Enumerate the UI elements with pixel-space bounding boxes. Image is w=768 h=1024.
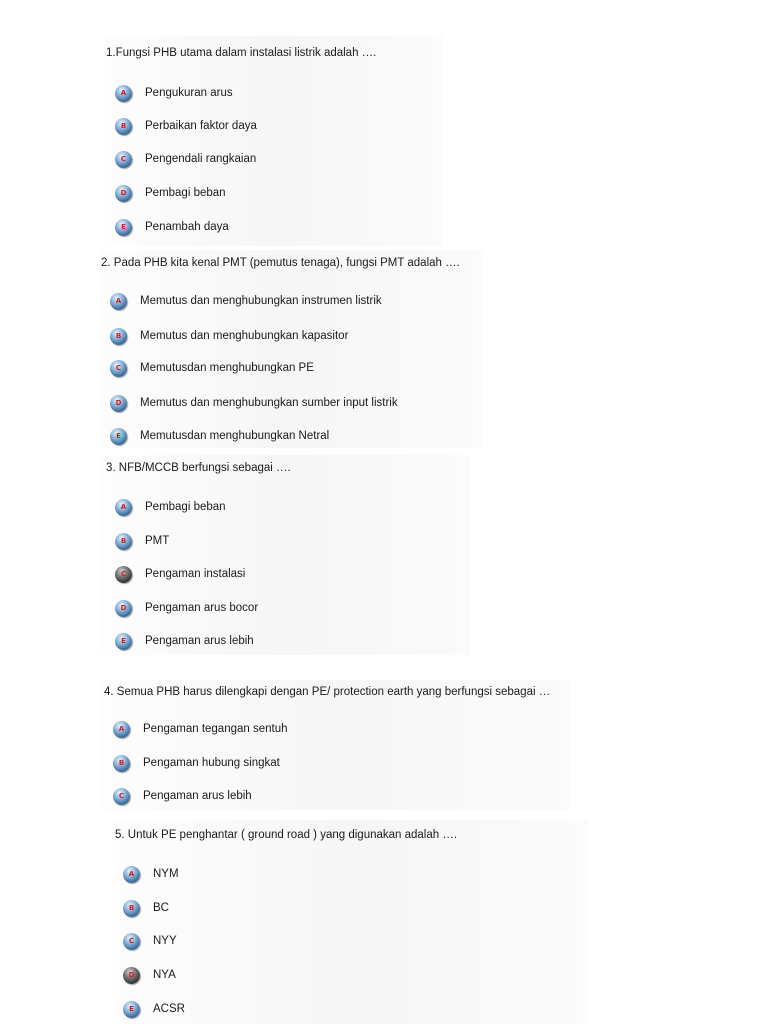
q2-option-e[interactable] — [110, 426, 329, 446]
option-label: Pengaman tegangan sentuh — [143, 723, 288, 735]
option-label: Pengukuran arus — [145, 87, 233, 99]
radio-bullet-icon[interactable] — [113, 788, 130, 805]
option-label: Penambah daya — [145, 221, 229, 233]
option-letter: B — [128, 903, 135, 912]
radio-bullet-icon[interactable] — [110, 360, 127, 377]
question-panel-1 — [104, 36, 442, 246]
option-label: PMT — [145, 535, 170, 547]
option-label: Pengaman arus lebih — [145, 635, 254, 647]
option-letter: B — [120, 536, 127, 545]
question-panel-5 — [112, 820, 588, 1024]
q1-option-e[interactable] — [115, 217, 229, 237]
radio-bullet-selected-icon[interactable] — [115, 566, 132, 583]
question-panel-2 — [99, 250, 483, 448]
option-letter: E — [116, 431, 121, 440]
option-label: NYY — [153, 935, 177, 947]
q3-option-b[interactable] — [115, 531, 169, 551]
q4-option-c[interactable] — [113, 786, 252, 806]
q5-option-a[interactable] — [123, 864, 179, 884]
radio-bullet-icon[interactable] — [115, 600, 132, 617]
radio-bullet-icon[interactable] — [113, 755, 130, 772]
radio-bullet-icon[interactable] — [123, 866, 140, 883]
radio-bullet-icon[interactable] — [110, 293, 127, 310]
option-letter: C — [120, 569, 127, 578]
q4-option-b[interactable] — [113, 753, 280, 773]
option-label: Pembagi beban — [145, 187, 226, 199]
option-label: Pengaman hubung singkat — [143, 757, 280, 769]
question-2-text: 2. Pada PHB kita kenal PMT (pemutus tenaga), fungsi PMT adalah …. — [101, 257, 460, 269]
option-label: Perbaikan faktor daya — [145, 120, 257, 132]
radio-bullet-icon[interactable] — [115, 85, 132, 102]
option-label: BC — [153, 902, 169, 914]
option-letter: D — [128, 970, 135, 979]
option-label: Memutusdan menghubungkan PE — [140, 362, 314, 374]
question-3-text: 3. NFB/MCCB berfungsi sebagai …. — [106, 462, 291, 474]
radio-bullet-icon[interactable] — [115, 185, 132, 202]
option-label: Pengaman arus lebih — [143, 790, 252, 802]
option-label: ACSR — [153, 1003, 185, 1015]
q3-option-a[interactable] — [115, 497, 226, 517]
option-letter: C — [128, 936, 135, 945]
radio-bullet-icon[interactable] — [110, 328, 127, 345]
option-letter: B — [120, 121, 127, 130]
option-label: Pembagi beban — [145, 501, 226, 513]
q4-option-a[interactable] — [113, 719, 288, 739]
radio-bullet-icon[interactable] — [115, 219, 132, 236]
question-5-text: 5. Untuk PE penghantar ( ground road ) yang digunakan adalah …. — [115, 829, 458, 841]
option-letter: D — [120, 603, 127, 612]
option-letter: D — [115, 398, 122, 407]
option-letter: A — [120, 88, 127, 97]
option-label: Pengendali rangkaian — [145, 153, 257, 165]
radio-bullet-icon[interactable] — [123, 933, 140, 950]
q2-option-d[interactable] — [110, 393, 398, 413]
option-letter: A — [115, 296, 122, 305]
q5-option-e[interactable] — [123, 999, 185, 1019]
radio-bullet-icon[interactable] — [110, 428, 127, 445]
option-label: NYM — [153, 868, 179, 880]
option-letter: A — [118, 724, 125, 733]
q5-option-b[interactable] — [123, 898, 169, 918]
q1-option-d[interactable] — [115, 183, 226, 203]
radio-bullet-icon[interactable] — [115, 633, 132, 650]
option-letter: B — [115, 331, 122, 340]
q1-option-c[interactable] — [115, 149, 256, 169]
q5-option-c[interactable] — [123, 931, 177, 951]
option-letter: A — [128, 869, 135, 878]
option-letter: C — [118, 791, 125, 800]
q5-option-d[interactable] — [123, 965, 176, 985]
q3-option-c[interactable] — [115, 564, 245, 584]
radio-bullet-selected-icon[interactable] — [123, 967, 140, 984]
radio-bullet-icon[interactable] — [123, 900, 140, 917]
q1-option-b[interactable] — [115, 116, 257, 136]
question-4-text: 4. Semua PHB harus dilengkapi dengan PE/ protection earth yang berfungsi sebagai … — [104, 686, 551, 698]
q2-option-c[interactable] — [110, 358, 314, 378]
option-label: Memutus dan menghubungkan kapasitor — [140, 330, 349, 342]
q3-option-e[interactable] — [115, 631, 254, 651]
q2-option-b[interactable] — [110, 326, 348, 346]
option-label: Pengaman instalasi — [145, 568, 246, 580]
option-letter: C — [120, 154, 127, 163]
radio-bullet-icon[interactable] — [115, 499, 132, 516]
option-letter: D — [120, 188, 127, 197]
q2-option-a[interactable] — [110, 291, 382, 311]
q1-option-a[interactable] — [115, 83, 233, 103]
option-letter: A — [120, 502, 127, 511]
question-panel-3 — [102, 455, 470, 655]
option-label: Memutus dan menghubungkan sumber input listrik — [140, 397, 398, 409]
option-letter: E — [121, 222, 126, 231]
option-letter: E — [129, 1004, 134, 1013]
q3-option-d[interactable] — [115, 598, 258, 618]
question-1-text: 1.Fungsi PHB utama dalam instalasi listrik adalah …. — [106, 47, 377, 59]
radio-bullet-icon[interactable] — [123, 1001, 140, 1018]
radio-bullet-icon[interactable] — [115, 118, 132, 135]
option-letter: C — [115, 363, 122, 372]
radio-bullet-icon[interactable] — [110, 395, 127, 412]
radio-bullet-icon[interactable] — [115, 533, 132, 550]
option-label: Memutus dan menghubungkan instrumen listrik — [140, 295, 382, 307]
radio-bullet-icon[interactable] — [113, 721, 130, 738]
option-label: Pengaman arus bocor — [145, 602, 259, 614]
option-letter: E — [121, 636, 126, 645]
radio-bullet-icon[interactable] — [115, 151, 132, 168]
option-letter: B — [118, 758, 125, 767]
option-label: Memutusdan menghubungkan Netral — [140, 430, 330, 442]
option-label: NYA — [153, 969, 176, 981]
